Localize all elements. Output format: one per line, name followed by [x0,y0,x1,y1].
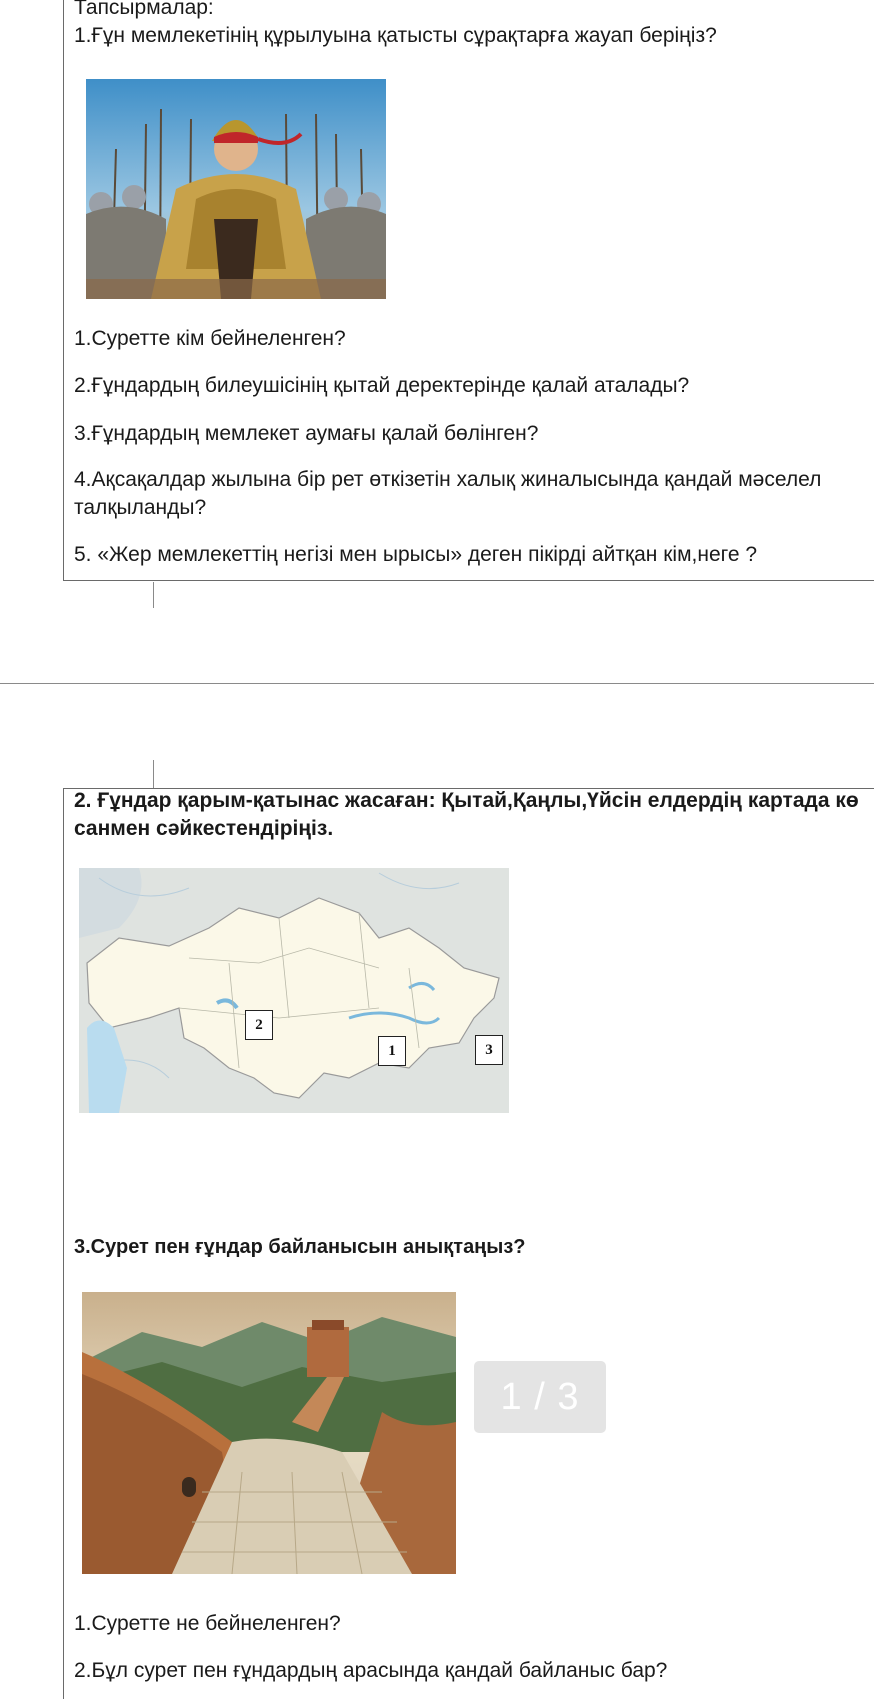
map-label-3: 3 [475,1035,503,1065]
task2-title-line2: санмен сәйкестендіріңіз. [74,817,334,840]
page-indicator: 1 / 3 [474,1361,606,1433]
map-label-1: 1 [378,1036,406,1066]
great-wall-image [82,1292,456,1574]
frame-tick [153,760,154,788]
task1-question: талқыланды? [74,496,207,519]
task2-title-line1: 2. Ғұндар қарым-қатынас жасаған: Қытай,Қаңлы,Үйсін елдердің картада кө [74,789,859,812]
page-divider [0,683,874,684]
task3-question: 1.Суретте не бейнеленген? [74,1612,341,1635]
map-label-2: 2 [245,1010,273,1040]
frame-tick [153,582,154,608]
task1-question: 4.Ақсақалдар жылына бір рет өткізетін халық жиналысында қандай мәселел [74,468,822,491]
kazakhstan-map [79,868,509,1113]
warrior-image [86,79,386,299]
task3-title: 3.Сурет пен ғұндар байланысын анықтаңыз? [74,1236,526,1258]
task1-question: 2.Ғұндардың билеушісінің қытай деректерінде қалай аталады? [74,374,690,397]
task1-title: 1.Ғұн мемлекетінің құрылуына қатысты сұрақтарға жауап беріңіз? [74,24,717,47]
task1-question: 5. «Жер мемлекеттің негізі мен ырысы» деген пікірді айтқан кім,неге ? [74,543,758,566]
task-heading: Тапсырмалар: [74,0,214,19]
task1-question: 3.Ғұндардың мемлекет аумағы қалай бөлінген? [74,422,539,445]
task3-question: 2.Бұл сурет пен ғұндардың арасында қандай байланыс бар? [74,1659,668,1682]
task1-question: 1.Суретте кім бейнеленген? [74,327,346,350]
